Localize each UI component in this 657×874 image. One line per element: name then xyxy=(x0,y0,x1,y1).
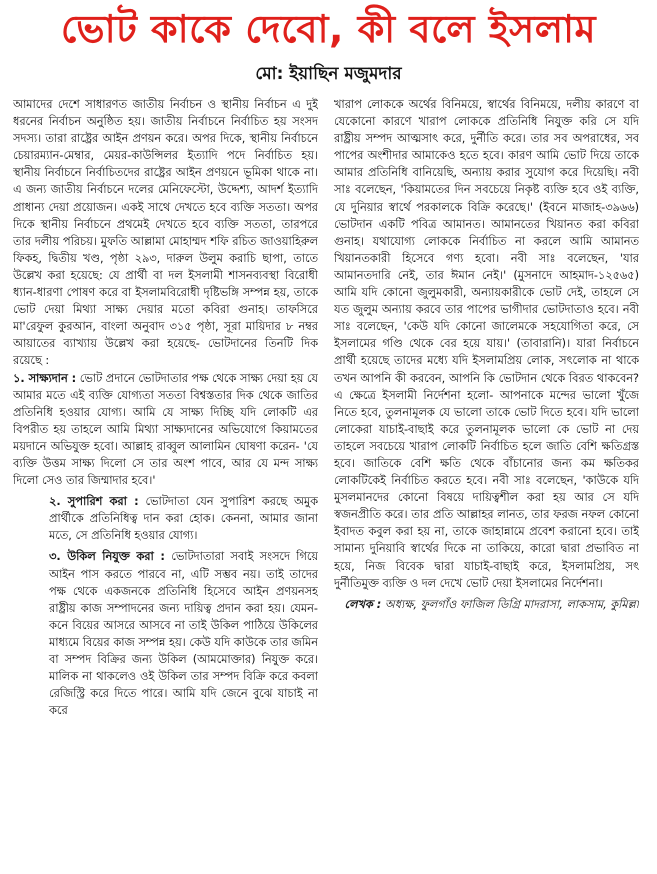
section-recommend-label: ২. সুপারিশ করা : xyxy=(49,495,139,509)
byline: মো: ইয়াছিন মজুমদার xyxy=(255,64,402,84)
right-column xyxy=(334,96,639,866)
section-agent xyxy=(13,548,318,719)
section-recommend-text: ভোটদাতা যেন সুপারিশ করছে অমুক প্রার্থীকে প্রতিনিধিত্ব দান করা হোক। কেননা, আমার জানা মতে, সে প্রতিনিধি হওয়ার যোগ্য। xyxy=(49,495,318,543)
intro-paragraph: আমাদের দেশে সাধারণত জাতীয় নির্বাচন ও স্থানীয় নির্বাচন এ দুই ধরনের নির্বাচন অনুষ্ঠিত হয়। জাতীয় নির্বাচনে নির্বাচিত হয় সংসদ সদস্য। তারা রাষ্ট্রের আইন প্রণয়ন করে। অপর দিকে, স্থানীয় নির্বাচনে চেয়ারম্যান-মেম্বার, মেয়র-কাউন্সিলর ইত্যাদি পদে নির্বাচিত হয়। স্থানীয় নির্বাচনে নির্বাচিতদের রাষ্ট্রের আইন প্রণয়নে ভূমিকা থাকে না। এ জন্য জাতীয় নির্বাচনে দলের মেনিফেস্টো, উদ্দেশ্য, আদর্শ ইত্যাদি প্রাধান্য দেয়া প্রয়োজন। একই সাথে দেখতে হবে ব্যক্তি সততা। অপর দিকে স্থানীয় নির্বাচনে প্রথমেই দেখতে হবে ব্যক্তি সততা, তারপরে তার দলীয় পরিচয়। মুফতি আল্লামা মোহাম্মদ শফি রচিত জাওয়াহিরুল ফিকহ, দ্বিতীয় খণ্ড, পৃষ্ঠা ২৯৩, দারুল উলুম করাচি ছাপা, তাতে উল্লেখ করা হয়েছে: যে প্রার্থী বা দল ইসলামী শাসনব্যবস্থা বিরোধী ধ্যান-ধারণা পোষণ করে বা ইসলামবিরোধী দৃষ্টিভঙ্গি সম্পন্ন হয়, তাকে ভোট দেয়া মিথ্যা সাক্ষ্য দেয়ার মতো কবিরা গুনাহ। তাফসিরে মা'রেফুল কুরআন, বাংলা অনুবাদ ৩১৫ পৃষ্ঠা, সূরা মায়িদার ৮ নম্বর আয়াতের ব্যাখ্যায় উল্লেখ করা হয়েছে- ভোটদানের তিনটি দিক রয়েছে : xyxy=(13,98,318,368)
author-credit xyxy=(334,596,639,613)
headline: ভোট কাকে দেবো, কী বলে ইসলাম xyxy=(60,7,597,51)
section-witness xyxy=(13,370,318,490)
author-credit-text: অধ্যক্ষ, ফুলগাঁও ফাজিল ডিগ্রি মাদরাসা, লাকসাম, কুমিল্লা xyxy=(384,597,639,611)
section-agent-label: ৩. উকিল নিযুক্ত করা : xyxy=(49,550,165,564)
section-recommend xyxy=(13,493,318,544)
article-body xyxy=(0,96,657,874)
author-credit-label: লেখক : xyxy=(344,597,382,611)
left-column xyxy=(13,96,318,866)
section-agent-text: ভোটদাতারা সবাই সংসদে গিয়ে আইন পাস করতে পারবে না, এটি সম্ভব নয়। তাই তাদের পক্ষ থেকে একজনকে প্রতিনিধি হিসেবে আইন প্রণয়নসহ রাষ্ট্রীয় কাজ সম্পাদনের জন্য দায়িত্ব প্রদান করা হয়। যেমন- কনে বিয়ের আসরে আসবে না তাই উকিল পাঠিয়ে উকিলের মাধ্যমে বিয়ের কাজ সম্পন্ন হয়। কেউ যদি কাউকে তার জমিন বা সম্পদ বিক্রির জন্য উকিল (আমমোক্তার) নিযুক্ত করে। মালিক না থাকলেও ওই উকিল তার সম্পদ বিক্রি করে কবলা রেজিস্ট্রি করে দিতে পারে। আমি যদি জেনে বুঝে যাচাই না করে xyxy=(49,550,318,718)
continued-paragraph: খারাপ লোককে অর্থের বিনিময়ে, স্বার্থের বিনিময়ে, দলীয় কারণে বা যেকোনো কারণে খারাপ লোককে প্রতিনিধি নিযুক্ত করি সে যদি রাষ্ট্রীয় সম্পদ আত্মসাৎ করে, দুর্নীতি করে। তার সব অপরাধের, সব পাপের অংশীদার আমাকেও হতে হবে। কারণ আমি ভোট দিয়ে তাকে আমার প্রতিনিধি বানিয়েছি, অন্যায় করার সুযোগ করে দিয়েছি। নবী সাঃ বলেছেন, 'কিয়ামতের দিন সবচেয়ে নিকৃষ্ট ব্যক্তি হবে ওই ব্যক্তি, যে দুনিয়ার স্বার্থে পরকালকে বিক্রি করেছে।' (ইবনে মাজাহ-৩৯৬৬) ভোটদান একটি পবিত্র আমানত। আমানতের খিয়ানত করা কবিরা গুনাহ। যথাযোগ্য লোককে নির্বাচিত না করলে আমি আমানত খিয়ানতকারী হিসেবে গণ্য হবো। নবী সাঃ বলেছেন, 'যার আমানতদারি নেই, তার ঈমান নেই।' (মুসনাদে আহমাদ-১২৫৬৫) আমি যদি কোনো জুলুমকারী, অন্যায়কারীকে ভোট দেই, তাহলে সে যত জুলুম অন্যায় করবে তার পাপের ভাগীদার ভোটদাতাও হবে। নবী সাঃ বলেছেন, 'কেউ যদি কোনো জালেমকে সহযোগিতা করে, সে ইসলামের গণ্ডি থেকে বের হয়ে যায়।' (তাবারানি)। যারা নির্বাচনে প্রার্থী হয়েছে তাদের মধ্যে যদি ইসলামপ্রিয় লোক, সৎলোক না থাকে তখন আপনি কী করবেন, আপনি কি ভোটদান থেকে বিরত থাকবেন? এ ক্ষেত্রে ইসলামী নির্দেশনা হলো- আপনাকে মন্দের ভালো খুঁজে নিতে হবে, তুলনামূলক যে ভালো তাকে ভোট দিতে হবে। যদি ভালো লোকেরা যাচাই-বাছাই করে তুলনামূলক ভালো কে ভোট না দেয় তাহলে সবচেয়ে খারাপ লোকটি নির্বাচিত হলে জাতি বেশি ক্ষতিগ্রস্ত হবে। জাতিকে বেশি ক্ষতি থেকে বাঁচানোর জন্য কম ক্ষতিকর লোকটিকেই নির্বাচিত করতে হবে। নবী সাঃ বলেছেন, 'কাউকে যদি মুসলমানদের কোনো বিষয়ে দায়িত্বশীল করা হয় আর সে যদি স্বজনপ্রীতি করে। তার প্রতি আল্লাহর লানত, তার ফরজ নফল কোনো ইবাদত কবুল করা হয় না, তাকে জাহান্নামে প্রবেশ করানো হবে। তাই সামান্য দুনিয়াবি স্বার্থের দিকে না তাকিয়ে, কারো দ্বারা প্রভাবিত না হয়ে, নিজ বিবেক দ্বারা যাচাই-বাছাই করে, ইসলামপ্রিয়, সৎ দুর্নীতিমুক্ত ব্যক্তি ও দল দেখে ভোট দেয়া ইসলামের নির্দেশনা। xyxy=(334,98,639,590)
section-witness-text: ভোট প্রদানে ভোটদাতার পক্ষ থেকে সাক্ষ্য দেয়া হয় যে আমার মতে এই ব্যক্তি যোগ্যতা সততা বিশ্বস্ততার দিক থেকে জাতির প্রতিনিধি হওয়ার যোগ্য। আমি যে সাক্ষ্য দিচ্ছি যদি লোকটি এর বিপরীত হয় তাহলে আমি মিথ্যা সাক্ষ্যদানের অভিযোগে কিয়ামতের ময়দানে অভিযুক্ত হবো। আল্লাহ রাব্বুল আলামিন ঘোষণা করেন- 'যে ব্যক্তি উত্তম সাক্ষ্য দিলো সে তার অংশ পাবে, আর যে মন্দ সাক্ষ্য দিলো সেও তার জিম্মাদার হবে।' xyxy=(13,371,318,488)
section-witness-label: ১. সাক্ষ্যদান : xyxy=(13,371,77,385)
